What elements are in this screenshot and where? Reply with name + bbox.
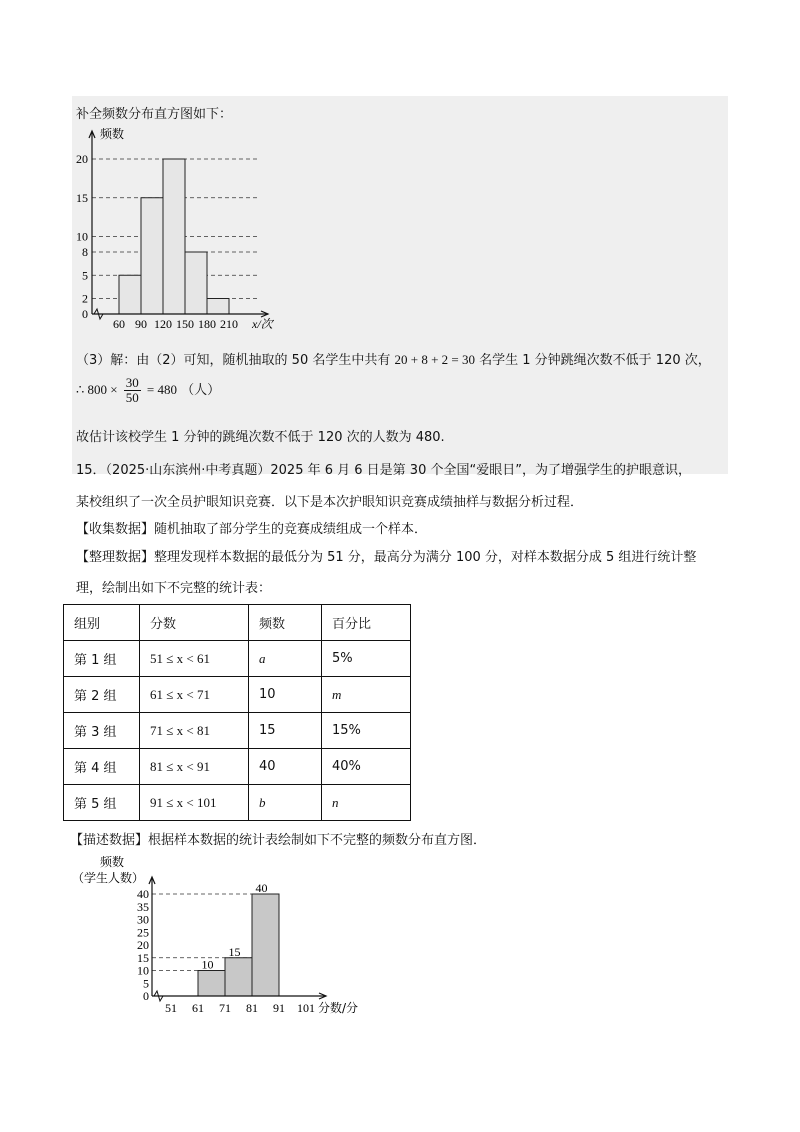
y-axis-label: （学生人数） — [72, 871, 145, 885]
table-cell: 第 2 组 — [64, 677, 140, 713]
table-cell: 第 1 组 — [64, 641, 140, 677]
table-cell: 10 — [249, 677, 322, 713]
table-cell: n — [322, 785, 411, 821]
histogram-bar — [185, 252, 207, 314]
y-tick-label: 40 — [137, 887, 149, 901]
q15-line1: 15．（2025·山东滨州·中考真题）2025 年 6 月 6 日是第 30 个全国“爱眼日”，为了增强学生的护眼意识， — [76, 463, 691, 478]
table-row — [64, 677, 411, 713]
header-cell: 频数 — [249, 605, 322, 641]
organize-data-text-2: 理，绘制出如下不完整的统计表： — [76, 581, 272, 596]
y-axis-label: 频数 — [100, 855, 125, 869]
calc-prefix: ∴ 800 × — [76, 382, 118, 397]
table-cell: 第 4 组 — [64, 749, 140, 785]
table-row — [64, 749, 411, 785]
histogram-bar — [225, 958, 252, 996]
score-frequency-table — [63, 604, 411, 821]
table-cell: 15% — [322, 713, 411, 749]
y-tick-label: 20 — [137, 938, 149, 952]
x-tick-label: 71 — [219, 1001, 231, 1015]
x-tick-label: 90 — [135, 317, 147, 331]
histogram-bar — [207, 299, 229, 315]
part3-line — [76, 349, 711, 368]
part3-suffix: 名学生 1 分钟跳绳次数不低于 120 次， — [479, 353, 711, 368]
histogram-bar — [252, 894, 279, 996]
header-cell: 分数 — [140, 605, 249, 641]
collect-data-text: 【收集数据】随机抽取了部分学生的竞赛成绩组成一个样本． — [76, 522, 428, 537]
calc-result: = 480 — [146, 382, 177, 397]
histogram-scores — [64, 852, 384, 1022]
y-tick-label: 2 — [82, 291, 88, 306]
y-axis-label: 频数 — [100, 127, 125, 141]
part3-math: 20 + 8 + 2 = 30 — [394, 352, 475, 367]
bar-value-label: 10 — [201, 957, 214, 972]
table-cell: m — [322, 677, 411, 713]
table-cell: 第 5 组 — [64, 785, 140, 821]
table-cell: 第 3 组 — [64, 713, 140, 749]
table-header-row — [64, 605, 411, 641]
bar-value-label: 40 — [255, 881, 268, 895]
x-axis-label: 分数/分 — [318, 1001, 359, 1015]
y-tick-label: 10 — [76, 229, 88, 244]
table-cell: 81 ≤ x < 91 — [140, 749, 249, 785]
y-tick-label: 25 — [137, 925, 149, 940]
table-cell: 15 — [249, 713, 322, 749]
table-cell: a — [249, 641, 322, 677]
conclusion-text: 故估计该校学生 1 分钟的跳绳次数不低于 120 次的人数为 480. — [76, 430, 445, 445]
header-cell: 百分比 — [322, 605, 411, 641]
x-tick-label: 120 — [154, 317, 172, 331]
table-cell: b — [249, 785, 322, 821]
histogram-bar — [198, 971, 225, 997]
y-tick-label: 10 — [137, 963, 149, 978]
x-tick-label: 81 — [246, 1001, 258, 1015]
histogram-jump-rope — [72, 126, 282, 336]
y-tick-label: 15 — [76, 190, 88, 205]
table-cell: 5% — [322, 641, 411, 677]
y-tick-label: 35 — [137, 899, 149, 914]
table-cell: 40 — [249, 749, 322, 785]
x-tick-label: 91 — [273, 1001, 285, 1015]
part3-prefix: （3）解：由（2）可知，随机抽取的 50 名学生中共有 — [76, 353, 391, 368]
y-tick-label: 15 — [137, 950, 149, 965]
calc-numerator: 30 — [125, 375, 139, 390]
table-cell: 91 ≤ x < 101 — [140, 785, 249, 821]
x-axis-label: x/次 — [252, 317, 273, 331]
header-cell: 组别 — [64, 605, 140, 641]
y-tick-label: 0 — [82, 307, 88, 321]
intro-text: 补全频数分布直方图如下： — [76, 107, 233, 122]
y-tick-label: 5 — [82, 268, 88, 283]
calc-denominator: 50 — [125, 390, 139, 405]
x-tick-label: 101 — [297, 1001, 315, 1015]
y-tick-label: 8 — [82, 245, 88, 259]
table-row — [64, 641, 411, 677]
q15-line2: 某校组织了一次全员护眼知识竞赛．以下是本次护眼知识竞赛成绩抽样与数据分析过程． — [76, 495, 584, 510]
x-tick-label: 60 — [113, 317, 125, 331]
x-tick-label: 61 — [192, 1001, 204, 1015]
calc-line — [76, 376, 220, 405]
table-cell: 61 ≤ x < 71 — [140, 677, 249, 713]
calc-fraction — [124, 376, 141, 405]
x-tick-label: 51 — [165, 1001, 177, 1015]
x-tick-label: 180 — [198, 317, 216, 331]
table-cell: 71 ≤ x < 81 — [140, 713, 249, 749]
bar-value-label: 15 — [228, 944, 241, 959]
table-row — [64, 785, 411, 821]
describe-data-text: 【描述数据】根据样本数据的统计表绘制如下不完整的频数分布直方图． — [70, 833, 487, 848]
x-tick-label: 210 — [220, 317, 238, 331]
x-tick-label: 150 — [176, 317, 194, 331]
histogram-bar — [141, 198, 163, 314]
histogram-bar — [163, 159, 185, 314]
organize-data-text-1: 【整理数据】整理发现样本数据的最低分为 51 分，最高分为满分 100 分，对样本数据分成 5 组进行统计整 — [76, 550, 697, 565]
calc-unit: （人） — [181, 383, 221, 398]
table-cell: 40% — [322, 749, 411, 785]
y-tick-label: 0 — [143, 989, 149, 1003]
histogram-bar — [119, 275, 141, 314]
y-tick-label: 5 — [143, 976, 149, 991]
table-cell: 51 ≤ x < 61 — [140, 641, 249, 677]
y-tick-label: 30 — [137, 912, 149, 927]
y-tick-label: 20 — [76, 152, 88, 166]
table-row — [64, 713, 411, 749]
